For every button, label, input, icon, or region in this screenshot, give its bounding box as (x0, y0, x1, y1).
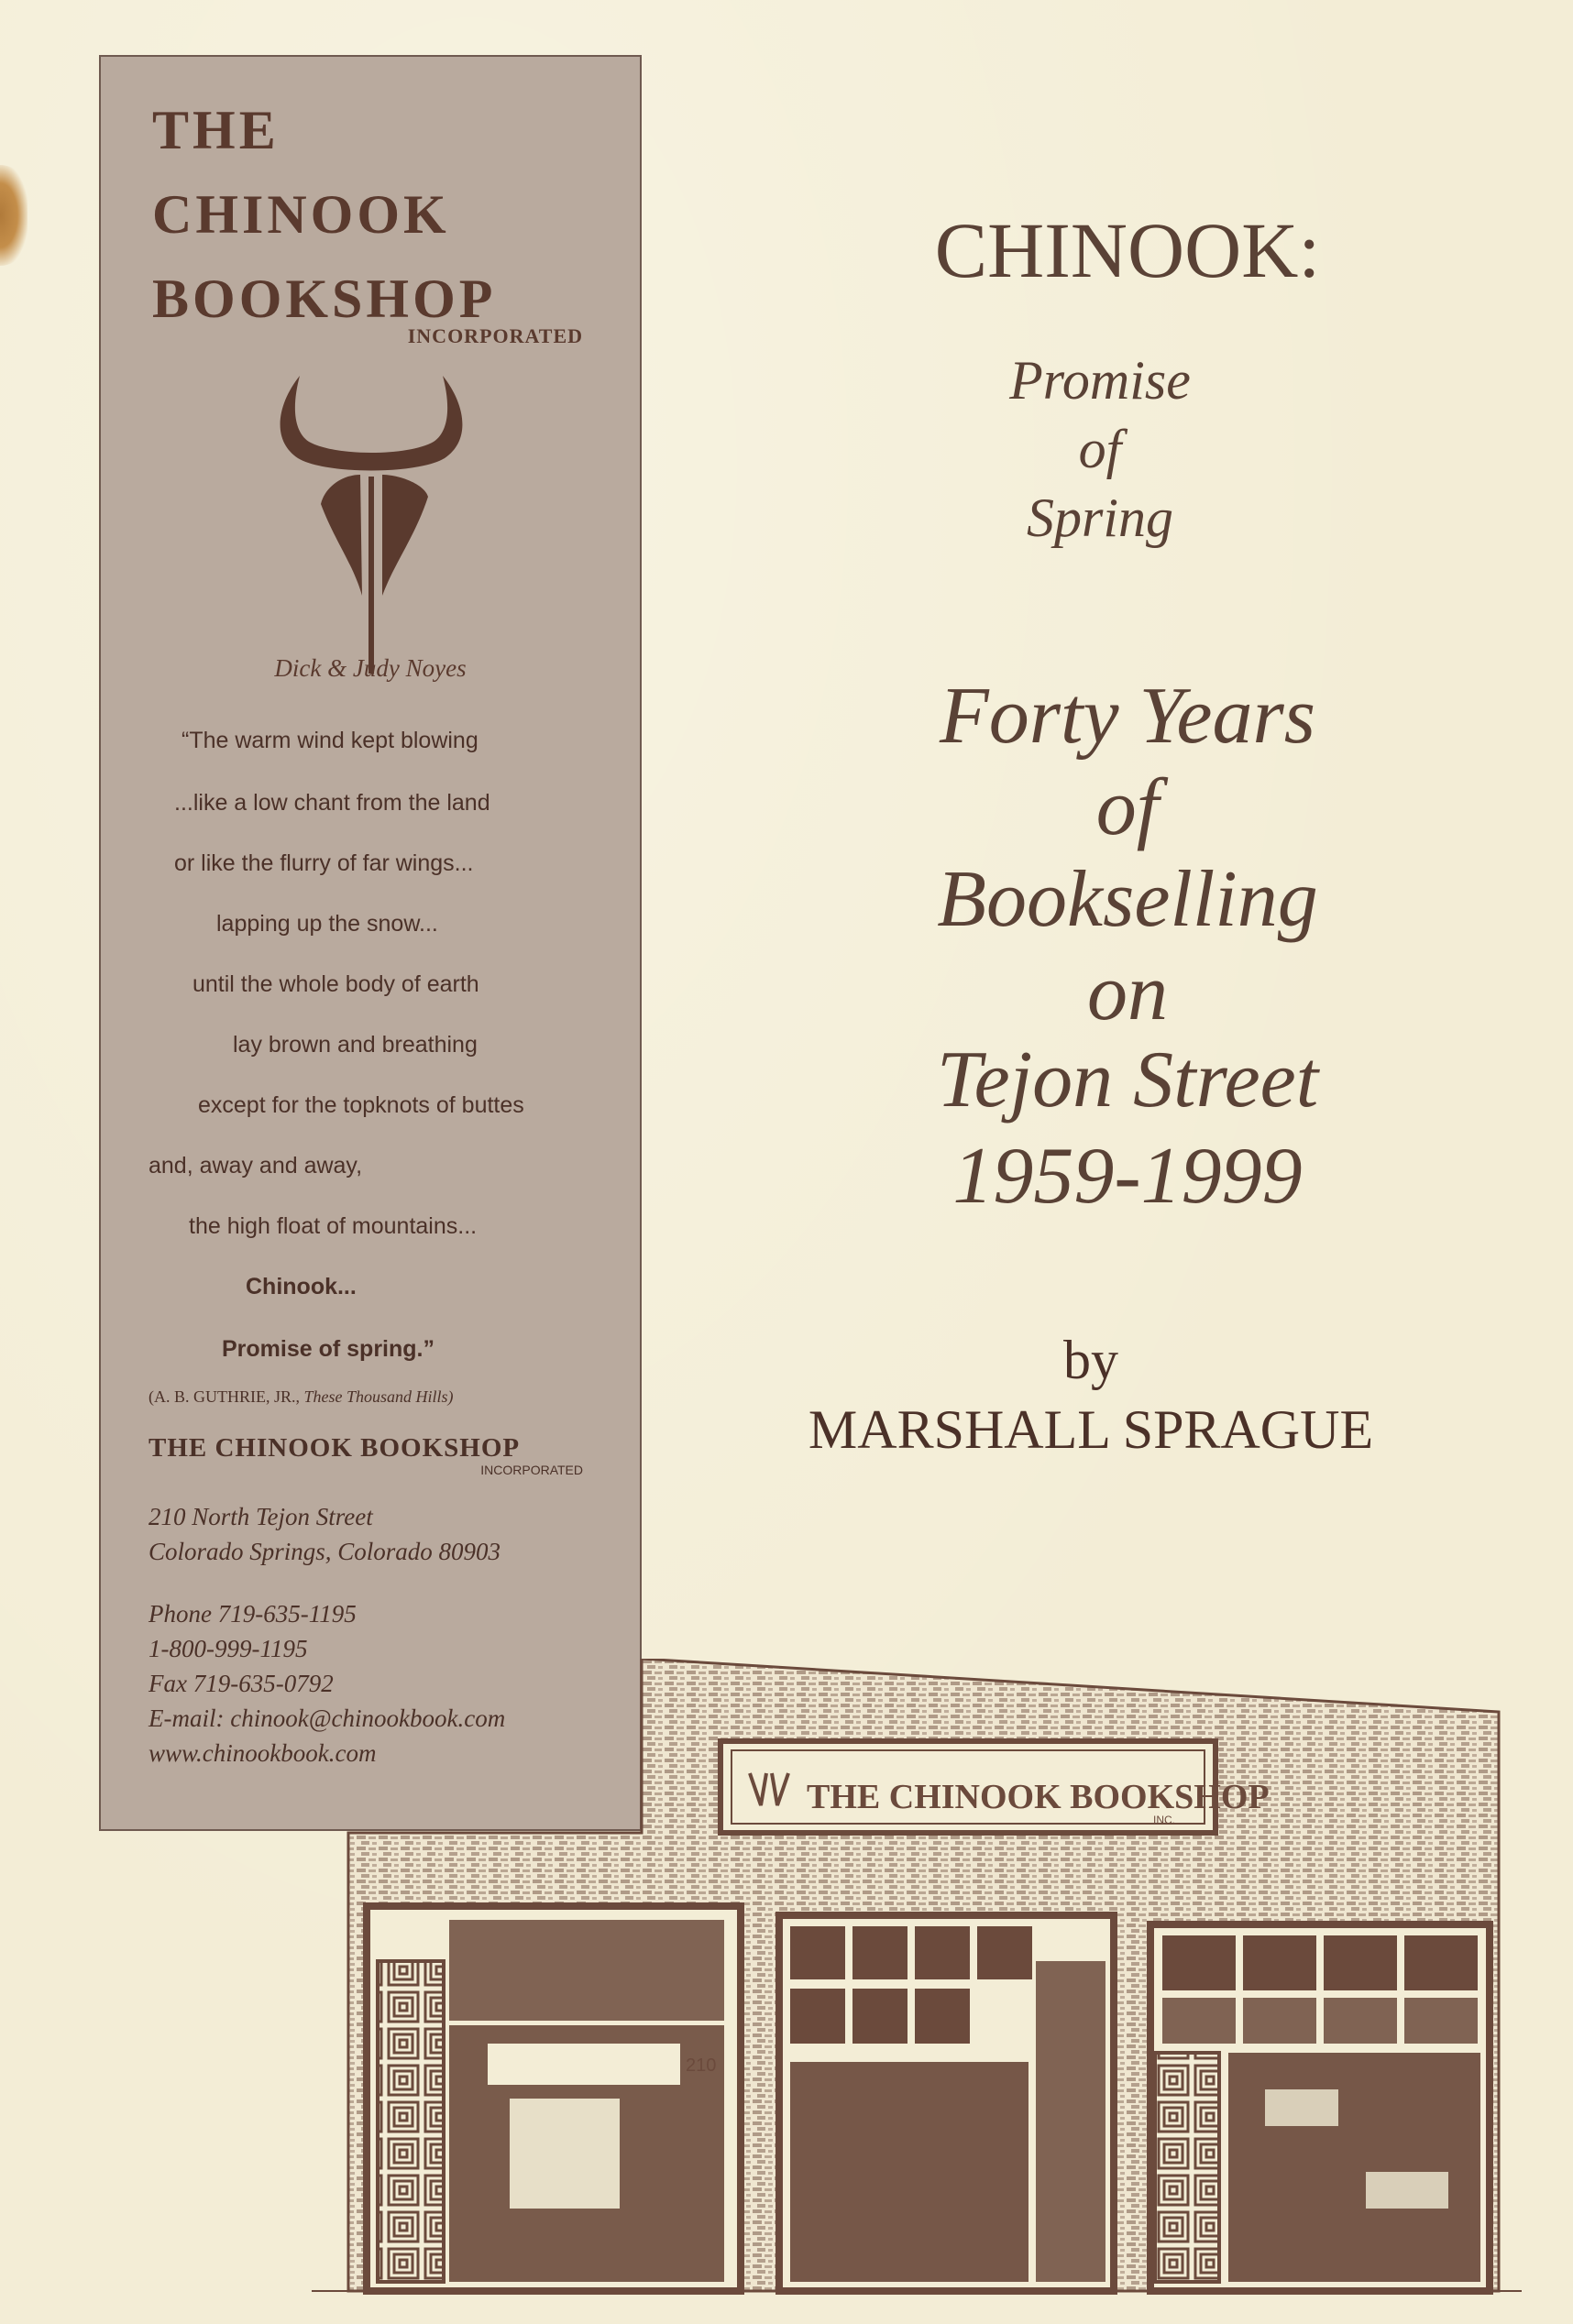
subtitle-line-1: Promise (1009, 350, 1191, 411)
storefront-illustration (312, 1659, 1522, 2300)
contact-email: E-mail: chinook@chinookbook.com (148, 1705, 506, 1732)
bookshop-advertisement (99, 55, 642, 1831)
contact-fax: Fax 719-635-0792 (148, 1670, 334, 1697)
poem-line: ...like a low chant from the land (174, 790, 490, 816)
main-heading-line-5: Tejon Street (936, 1036, 1319, 1124)
poem-line: lay brown and breathing (233, 1032, 478, 1058)
main-heading-line-2: of (1095, 763, 1160, 852)
main-heading-line-6: 1959-1999 (952, 1132, 1303, 1221)
ad-incorporated: INCORPORATED (407, 324, 583, 347)
poem-line: “The warm wind kept blowing (182, 728, 478, 753)
poem-line: and, away and away, (148, 1153, 363, 1178)
subtitle-line-3: Spring (1026, 488, 1174, 548)
main-heading-line-1: Forty Years (940, 672, 1315, 761)
footer-incorporated: INCORPORATED (480, 1463, 583, 1477)
poem-line: lapping up the snow... (216, 911, 438, 937)
contact-website: www.chinookbook.com (148, 1739, 377, 1767)
poem-line: Promise of spring.” (222, 1336, 434, 1362)
poem-line: until the whole body of earth (192, 971, 479, 997)
contact-tollfree: 1-800-999-1195 (148, 1635, 308, 1662)
footer-shop-name: THE CHINOOK BOOKSHOP (148, 1433, 521, 1463)
sign-inc: INC. (1153, 1814, 1175, 1826)
poem-line: or like the flurry of far wings... (174, 850, 474, 876)
owners-names: Dick & Judy Noyes (274, 654, 467, 682)
contact-phone: Phone 719-635-1195 (148, 1600, 357, 1628)
citation-author: (A. B. GUTHRIE, JR., (148, 1387, 300, 1406)
citation-book: These Thousand Hills) (303, 1387, 454, 1406)
poem-citation (148, 1387, 454, 1407)
ad-name-line-2: CHINOOK (152, 184, 450, 245)
poem-line: except for the topknots of buttes (198, 1092, 524, 1118)
sign-text: THE CHINOOK BOOKSHOP (807, 1778, 1270, 1816)
poem-line: the high float of mountains... (189, 1213, 478, 1239)
ad-name-line-3: BOOKSHOP (152, 269, 497, 329)
book-title: CHINOOK: (934, 206, 1321, 294)
poem-line: Chinook... (246, 1274, 357, 1299)
main-heading-line-4: on (1087, 948, 1168, 1037)
byline-by: by (1063, 1330, 1118, 1390)
subtitle-line-2: of (1078, 419, 1122, 479)
address-city: Colorado Springs, Colorado 80903 (148, 1538, 501, 1565)
house-number: 210 (686, 2055, 717, 2076)
main-heading-line-3: Bookselling (937, 855, 1318, 944)
author-name: MARSHALL SPRAGUE (808, 1399, 1374, 1460)
paper-stain (0, 165, 28, 266)
ad-name-line-1: THE (152, 100, 280, 160)
address-street: 210 North Tejon Street (148, 1503, 373, 1530)
